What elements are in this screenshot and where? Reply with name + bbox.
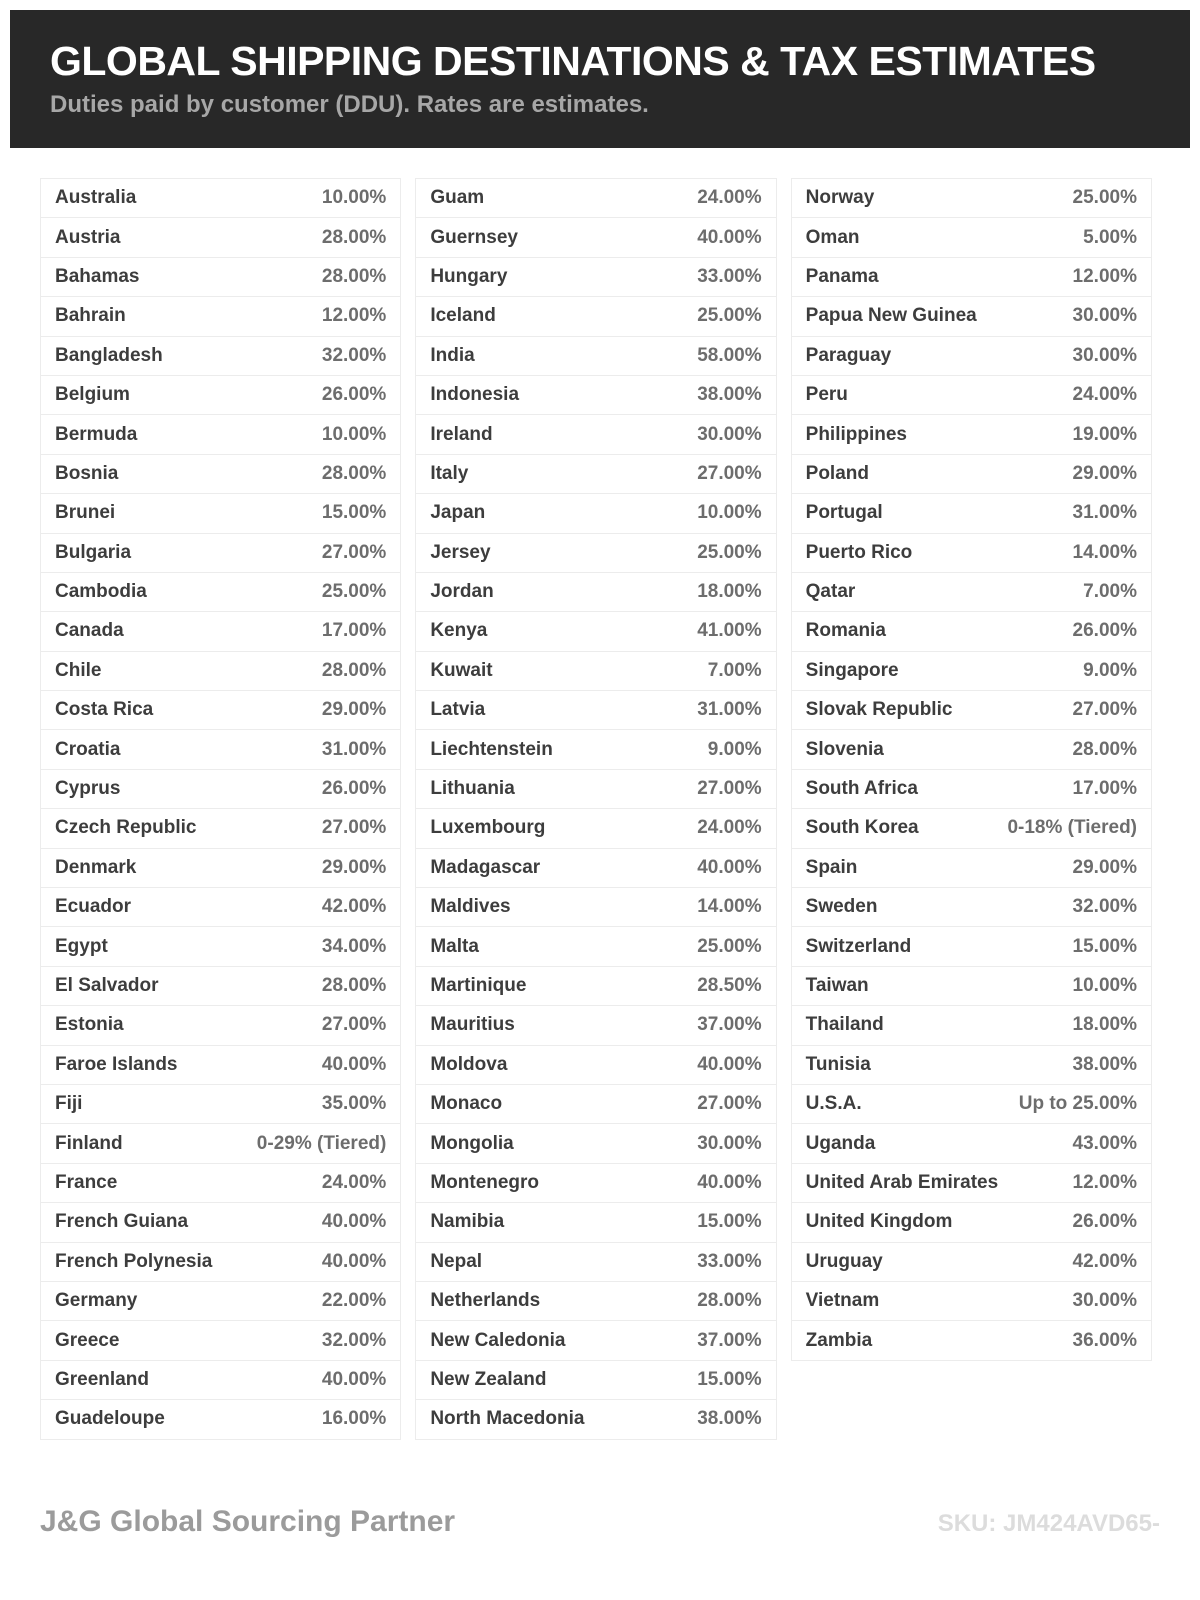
tax-rate: 14.00% bbox=[1072, 541, 1137, 563]
country-name: Bosnia bbox=[55, 462, 119, 484]
tax-rate: 40.00% bbox=[697, 856, 762, 878]
country-name: Italy bbox=[430, 462, 469, 484]
tax-rate: 38.00% bbox=[697, 384, 762, 406]
tax-rate: 17.00% bbox=[321, 620, 387, 642]
table-row bbox=[41, 1282, 400, 1321]
table-row bbox=[416, 1243, 775, 1282]
tax-rate: 10.00% bbox=[1072, 975, 1137, 996]
table-row bbox=[416, 770, 775, 809]
country-name: Croatia bbox=[55, 738, 121, 760]
tax-rate: 42.00% bbox=[1072, 1250, 1137, 1272]
tax-rate: 7.00% bbox=[1083, 581, 1137, 603]
tax-rate: 25.00% bbox=[1072, 187, 1137, 209]
table-row bbox=[416, 927, 775, 966]
country-name: Bahrain bbox=[55, 305, 126, 327]
table-row bbox=[792, 258, 1151, 297]
country-name: Bermuda bbox=[55, 423, 138, 445]
tax-rate: 27.00% bbox=[697, 1093, 762, 1115]
country-name: Greece bbox=[55, 1329, 120, 1351]
tax-rate: 30.00% bbox=[697, 423, 762, 445]
table-row bbox=[792, 652, 1151, 691]
country-name: Austria bbox=[55, 226, 121, 248]
tax-rate-table bbox=[40, 178, 1152, 1440]
country-name: Guernsey bbox=[430, 226, 518, 248]
table-row bbox=[41, 218, 400, 257]
table-row bbox=[416, 1164, 775, 1203]
table-row bbox=[792, 534, 1151, 573]
table-row bbox=[792, 1321, 1151, 1360]
country-name: Slovenia bbox=[805, 738, 884, 760]
tax-rate: 15.00% bbox=[697, 1211, 762, 1233]
tax-rate: 37.00% bbox=[697, 1329, 762, 1351]
tax-rate: 29.00% bbox=[1072, 856, 1137, 878]
country-name: Faroe Islands bbox=[55, 1053, 178, 1075]
country-name: Kuwait bbox=[430, 659, 493, 681]
table-row bbox=[41, 1124, 400, 1163]
tax-rate: 27.00% bbox=[697, 778, 762, 800]
table-row bbox=[41, 534, 400, 573]
tax-rate: 43.00% bbox=[1072, 1132, 1137, 1154]
table-row bbox=[792, 455, 1151, 494]
country-name: Slovak Republic bbox=[805, 699, 953, 721]
table-row bbox=[792, 1046, 1151, 1085]
tax-rate: 12.00% bbox=[1072, 1171, 1137, 1193]
tax-rate: 30.00% bbox=[1072, 305, 1137, 327]
tax-rate: 27.00% bbox=[321, 1014, 387, 1036]
table-row bbox=[792, 573, 1151, 612]
table-row bbox=[416, 691, 775, 730]
country-name: Canada bbox=[55, 620, 124, 642]
tax-rate: 15.00% bbox=[321, 502, 387, 524]
country-name: Germany bbox=[55, 1290, 138, 1312]
tax-rate: 30.00% bbox=[697, 1132, 762, 1154]
country-name: Oman bbox=[805, 226, 860, 248]
table-row bbox=[792, 1124, 1151, 1163]
table-row bbox=[792, 691, 1151, 730]
tax-rate: 26.00% bbox=[321, 778, 387, 800]
table-row bbox=[416, 652, 775, 691]
country-name: Poland bbox=[805, 462, 869, 484]
tax-rate: 10.00% bbox=[321, 187, 387, 209]
table-row bbox=[41, 652, 400, 691]
table-row bbox=[41, 455, 400, 494]
tax-rate: 15.00% bbox=[1072, 935, 1137, 957]
country-name: Greenland bbox=[55, 1368, 149, 1390]
table-row bbox=[792, 1203, 1151, 1242]
tax-rate: 33.00% bbox=[697, 265, 762, 287]
table-row bbox=[41, 1361, 400, 1400]
tax-rate: 28.50% bbox=[697, 975, 762, 996]
table-row bbox=[792, 218, 1151, 257]
tax-rate: 24.00% bbox=[697, 817, 762, 839]
table-row bbox=[416, 612, 775, 651]
country-name: New Caledonia bbox=[430, 1329, 566, 1351]
table-row bbox=[41, 1085, 400, 1124]
tax-rate: 9.00% bbox=[1083, 659, 1137, 681]
country-name: Chile bbox=[55, 659, 102, 681]
country-name: Switzerland bbox=[805, 935, 912, 957]
page-header bbox=[10, 10, 1190, 148]
table-row bbox=[416, 1006, 775, 1045]
tax-rate: 16.00% bbox=[321, 1408, 387, 1430]
country-name: Jordan bbox=[430, 581, 494, 603]
tax-rate: 37.00% bbox=[697, 1014, 762, 1036]
country-name: Bulgaria bbox=[55, 541, 132, 563]
tax-rate: 24.00% bbox=[321, 1171, 387, 1193]
table-row bbox=[792, 967, 1151, 1006]
table-row bbox=[41, 612, 400, 651]
country-name: Ireland bbox=[430, 423, 493, 445]
country-name: Mauritius bbox=[430, 1014, 515, 1036]
tax-rate: 29.00% bbox=[321, 856, 387, 878]
country-name: Guadeloupe bbox=[55, 1408, 165, 1430]
tax-rate: 28.00% bbox=[321, 226, 387, 248]
table-row bbox=[792, 337, 1151, 376]
table-row bbox=[41, 730, 400, 769]
table-row bbox=[792, 376, 1151, 415]
table-row bbox=[416, 888, 775, 927]
tax-rate: 9.00% bbox=[707, 738, 762, 760]
table-row bbox=[792, 494, 1151, 533]
country-name: Uruguay bbox=[805, 1250, 883, 1272]
table-row bbox=[416, 337, 775, 376]
country-name: Taiwan bbox=[805, 975, 869, 996]
table-row bbox=[416, 415, 775, 454]
table-row bbox=[41, 1203, 400, 1242]
tax-rate: 40.00% bbox=[697, 226, 762, 248]
tax-rate: 12.00% bbox=[1072, 265, 1137, 287]
country-name: Panama bbox=[805, 265, 879, 287]
table-row bbox=[41, 1164, 400, 1203]
tax-rate: 40.00% bbox=[321, 1368, 387, 1390]
country-name: Kenya bbox=[430, 620, 488, 642]
table-row bbox=[41, 258, 400, 297]
tax-rate: 18.00% bbox=[697, 581, 762, 603]
tax-rate: 38.00% bbox=[1072, 1053, 1137, 1075]
country-name: Australia bbox=[55, 187, 137, 209]
country-name: New Zealand bbox=[430, 1368, 547, 1390]
country-name: Paraguay bbox=[805, 344, 892, 366]
table-row bbox=[416, 573, 775, 612]
country-name: Puerto Rico bbox=[805, 541, 913, 563]
tax-rate: 25.00% bbox=[321, 581, 387, 603]
country-name: Madagascar bbox=[430, 856, 541, 878]
country-name: South Africa bbox=[805, 778, 918, 800]
table-row bbox=[792, 612, 1151, 651]
country-name: Bahamas bbox=[55, 265, 140, 287]
table-row bbox=[416, 179, 775, 218]
table-row bbox=[792, 1164, 1151, 1203]
table-row bbox=[792, 730, 1151, 769]
table-row bbox=[792, 179, 1151, 218]
country-name: France bbox=[55, 1171, 118, 1193]
tax-rate: 32.00% bbox=[321, 1329, 387, 1351]
country-name: Thailand bbox=[805, 1014, 884, 1036]
table-row bbox=[416, 1085, 775, 1124]
country-name: Montenegro bbox=[430, 1171, 540, 1193]
table-row bbox=[416, 494, 775, 533]
table-row bbox=[41, 1400, 400, 1439]
tax-rate: 26.00% bbox=[1072, 1211, 1137, 1233]
tax-rate: 25.00% bbox=[697, 305, 762, 327]
sku-label: SKU: JM424AVD65- bbox=[937, 1510, 1160, 1537]
country-name: United Arab Emirates bbox=[805, 1171, 999, 1193]
country-name: Norway bbox=[805, 187, 875, 209]
table-row bbox=[41, 494, 400, 533]
country-name: Finland bbox=[55, 1132, 123, 1154]
table-row bbox=[416, 1400, 775, 1439]
country-name: Vietnam bbox=[805, 1290, 880, 1312]
table-row bbox=[41, 376, 400, 415]
tax-rate: 24.00% bbox=[697, 187, 762, 209]
table-row bbox=[792, 888, 1151, 927]
country-name: Liechtenstein bbox=[430, 738, 553, 760]
tax-rate: 27.00% bbox=[1072, 699, 1137, 721]
table-row bbox=[416, 1321, 775, 1360]
tax-rate: 40.00% bbox=[697, 1171, 762, 1193]
tax-rate: 40.00% bbox=[321, 1211, 387, 1233]
tax-rate: 27.00% bbox=[321, 541, 387, 563]
country-name: Portugal bbox=[805, 502, 883, 524]
table-row bbox=[41, 849, 400, 888]
country-name: French Guiana bbox=[55, 1211, 189, 1233]
table-column-3 bbox=[791, 178, 1152, 1361]
tax-rate: 14.00% bbox=[697, 896, 762, 918]
country-name: Brunei bbox=[55, 502, 116, 524]
country-name: Romania bbox=[805, 620, 886, 642]
country-name: Hungary bbox=[430, 265, 508, 287]
country-name: Monaco bbox=[430, 1093, 503, 1115]
tax-rate: 29.00% bbox=[1072, 462, 1137, 484]
table-row bbox=[41, 691, 400, 730]
tax-rate: 58.00% bbox=[697, 344, 762, 366]
tax-rate: 40.00% bbox=[321, 1053, 387, 1075]
country-name: Singapore bbox=[805, 659, 899, 681]
tax-rate: 28.00% bbox=[321, 659, 387, 681]
tax-rate: 36.00% bbox=[1072, 1329, 1137, 1351]
table-row bbox=[792, 415, 1151, 454]
tax-rate: 19.00% bbox=[1072, 423, 1137, 445]
country-name: Malta bbox=[430, 935, 479, 957]
country-name: Philippines bbox=[805, 423, 908, 445]
tax-rate: 17.00% bbox=[1072, 778, 1137, 800]
tax-rate: 28.00% bbox=[1072, 738, 1137, 760]
tax-rate: 31.00% bbox=[1072, 502, 1137, 524]
table-row bbox=[41, 1006, 400, 1045]
country-name: French Polynesia bbox=[55, 1250, 213, 1272]
country-name: Denmark bbox=[55, 856, 137, 878]
table-row bbox=[792, 849, 1151, 888]
table-row bbox=[792, 1243, 1151, 1282]
country-name: Sweden bbox=[805, 896, 878, 918]
country-name: Belgium bbox=[55, 384, 130, 406]
tax-rate: 25.00% bbox=[697, 935, 762, 957]
country-name: Bangladesh bbox=[55, 344, 163, 366]
country-name: Martinique bbox=[430, 975, 527, 996]
table-row bbox=[416, 1203, 775, 1242]
table-row bbox=[416, 730, 775, 769]
table-row bbox=[41, 573, 400, 612]
table-row bbox=[416, 809, 775, 848]
tax-rate: 42.00% bbox=[321, 896, 387, 918]
tax-rate: 28.00% bbox=[321, 265, 387, 287]
country-name: Zambia bbox=[805, 1329, 873, 1351]
country-name: Namibia bbox=[430, 1211, 505, 1233]
country-name: El Salvador bbox=[55, 975, 159, 996]
table-column-2 bbox=[415, 178, 776, 1440]
tax-rate: 25.00% bbox=[697, 541, 762, 563]
tax-rate: 27.00% bbox=[321, 817, 387, 839]
tax-rate: 28.00% bbox=[697, 1290, 762, 1312]
table-row bbox=[416, 258, 775, 297]
tax-rate: 27.00% bbox=[697, 462, 762, 484]
country-name: Uganda bbox=[805, 1132, 876, 1154]
table-row bbox=[416, 218, 775, 257]
page-footer bbox=[40, 1505, 1160, 1539]
country-name: Spain bbox=[805, 856, 858, 878]
tax-rate: 7.00% bbox=[707, 659, 762, 681]
country-name: Japan bbox=[430, 502, 486, 524]
tax-rate: 28.00% bbox=[321, 975, 387, 996]
tax-rate: 29.00% bbox=[321, 699, 387, 721]
table-row bbox=[41, 1321, 400, 1360]
country-name: Moldova bbox=[430, 1053, 508, 1075]
country-name: Cambodia bbox=[55, 581, 147, 603]
table-row bbox=[416, 376, 775, 415]
tax-rate: 41.00% bbox=[697, 620, 762, 642]
table-row bbox=[41, 337, 400, 376]
page-title: GLOBAL SHIPPING DESTINATIONS & TAX ESTIMATES bbox=[50, 38, 1096, 85]
table-row bbox=[41, 770, 400, 809]
tax-rate: 22.00% bbox=[321, 1290, 387, 1312]
tax-rate: 15.00% bbox=[697, 1368, 762, 1390]
country-name: Egypt bbox=[55, 935, 108, 957]
country-name: Cyprus bbox=[55, 778, 121, 800]
table-row bbox=[416, 1046, 775, 1085]
brand-name: J&G Global Sourcing Partner bbox=[40, 1505, 456, 1538]
table-row bbox=[41, 1243, 400, 1282]
country-name: Fiji bbox=[55, 1093, 83, 1115]
table-row bbox=[792, 809, 1151, 848]
tax-rate: 38.00% bbox=[697, 1408, 762, 1430]
country-name: Tunisia bbox=[805, 1053, 871, 1075]
table-row bbox=[41, 809, 400, 848]
country-name: Luxembourg bbox=[430, 817, 546, 839]
table-row bbox=[41, 888, 400, 927]
country-name: South Korea bbox=[805, 817, 919, 839]
country-name: Latvia bbox=[430, 699, 486, 721]
table-row bbox=[416, 1124, 775, 1163]
country-name: India bbox=[430, 344, 475, 366]
table-row bbox=[416, 297, 775, 336]
table-row bbox=[792, 1282, 1151, 1321]
tax-rate: 32.00% bbox=[1072, 896, 1137, 918]
country-name: Papua New Guinea bbox=[805, 305, 977, 327]
tax-rate: 10.00% bbox=[697, 502, 762, 524]
tax-rate: Up to 25.00% bbox=[1018, 1093, 1137, 1115]
table-row bbox=[416, 455, 775, 494]
table-row bbox=[792, 1006, 1151, 1045]
table-row bbox=[792, 1085, 1151, 1124]
tax-rate: 30.00% bbox=[1072, 344, 1137, 366]
table-row bbox=[41, 179, 400, 218]
table-row bbox=[416, 534, 775, 573]
table-row bbox=[416, 967, 775, 1006]
table-row bbox=[416, 1282, 775, 1321]
table-row bbox=[41, 415, 400, 454]
country-name: Mongolia bbox=[430, 1132, 514, 1154]
table-row bbox=[416, 1361, 775, 1400]
table-row bbox=[792, 770, 1151, 809]
country-name: Czech Republic bbox=[55, 817, 197, 839]
country-name: Peru bbox=[805, 384, 848, 406]
country-name: Qatar bbox=[805, 581, 856, 603]
tax-rate: 34.00% bbox=[321, 935, 387, 957]
tax-rate: 35.00% bbox=[321, 1093, 387, 1115]
page-subtitle: Duties paid by customer (DDU). Rates are estimates. bbox=[50, 90, 649, 118]
table-row bbox=[792, 927, 1151, 966]
tax-rate: 0-18% (Tiered) bbox=[1007, 817, 1137, 839]
tax-rate: 26.00% bbox=[1072, 620, 1137, 642]
country-name: Guam bbox=[430, 187, 485, 209]
country-name: Indonesia bbox=[430, 384, 520, 406]
tax-rate: 5.00% bbox=[1083, 226, 1137, 248]
country-name: North Macedonia bbox=[430, 1408, 585, 1430]
tax-rate: 33.00% bbox=[697, 1250, 762, 1272]
tax-rate: 26.00% bbox=[321, 384, 387, 406]
country-name: Estonia bbox=[55, 1014, 124, 1036]
country-name: U.S.A. bbox=[805, 1093, 862, 1115]
tax-rate: 24.00% bbox=[1072, 384, 1137, 406]
tax-rate: 18.00% bbox=[1072, 1014, 1137, 1036]
tax-rate: 40.00% bbox=[321, 1250, 387, 1272]
tax-rate: 10.00% bbox=[321, 423, 387, 445]
country-name: Costa Rica bbox=[55, 699, 154, 721]
table-row bbox=[41, 967, 400, 1006]
tax-rate: 12.00% bbox=[321, 305, 387, 327]
table-row bbox=[416, 849, 775, 888]
tax-rate: 30.00% bbox=[1072, 1290, 1137, 1312]
table-column-1 bbox=[40, 178, 401, 1440]
country-name: Maldives bbox=[430, 896, 511, 918]
tax-rate: 0-29% (Tiered) bbox=[256, 1132, 387, 1154]
table-row bbox=[41, 297, 400, 336]
country-name: Nepal bbox=[430, 1250, 483, 1272]
country-name: Jersey bbox=[430, 541, 491, 563]
country-name: United Kingdom bbox=[805, 1211, 953, 1233]
tax-rate: 28.00% bbox=[321, 462, 387, 484]
tax-rate: 32.00% bbox=[321, 344, 387, 366]
country-name: Netherlands bbox=[430, 1290, 541, 1312]
tax-rate: 31.00% bbox=[321, 738, 387, 760]
country-name: Lithuania bbox=[430, 778, 515, 800]
tax-rate: 31.00% bbox=[697, 699, 762, 721]
table-row bbox=[792, 297, 1151, 336]
table-row bbox=[41, 1046, 400, 1085]
country-name: Iceland bbox=[430, 305, 496, 327]
country-name: Ecuador bbox=[55, 896, 132, 918]
table-row bbox=[41, 927, 400, 966]
tax-rate: 40.00% bbox=[697, 1053, 762, 1075]
